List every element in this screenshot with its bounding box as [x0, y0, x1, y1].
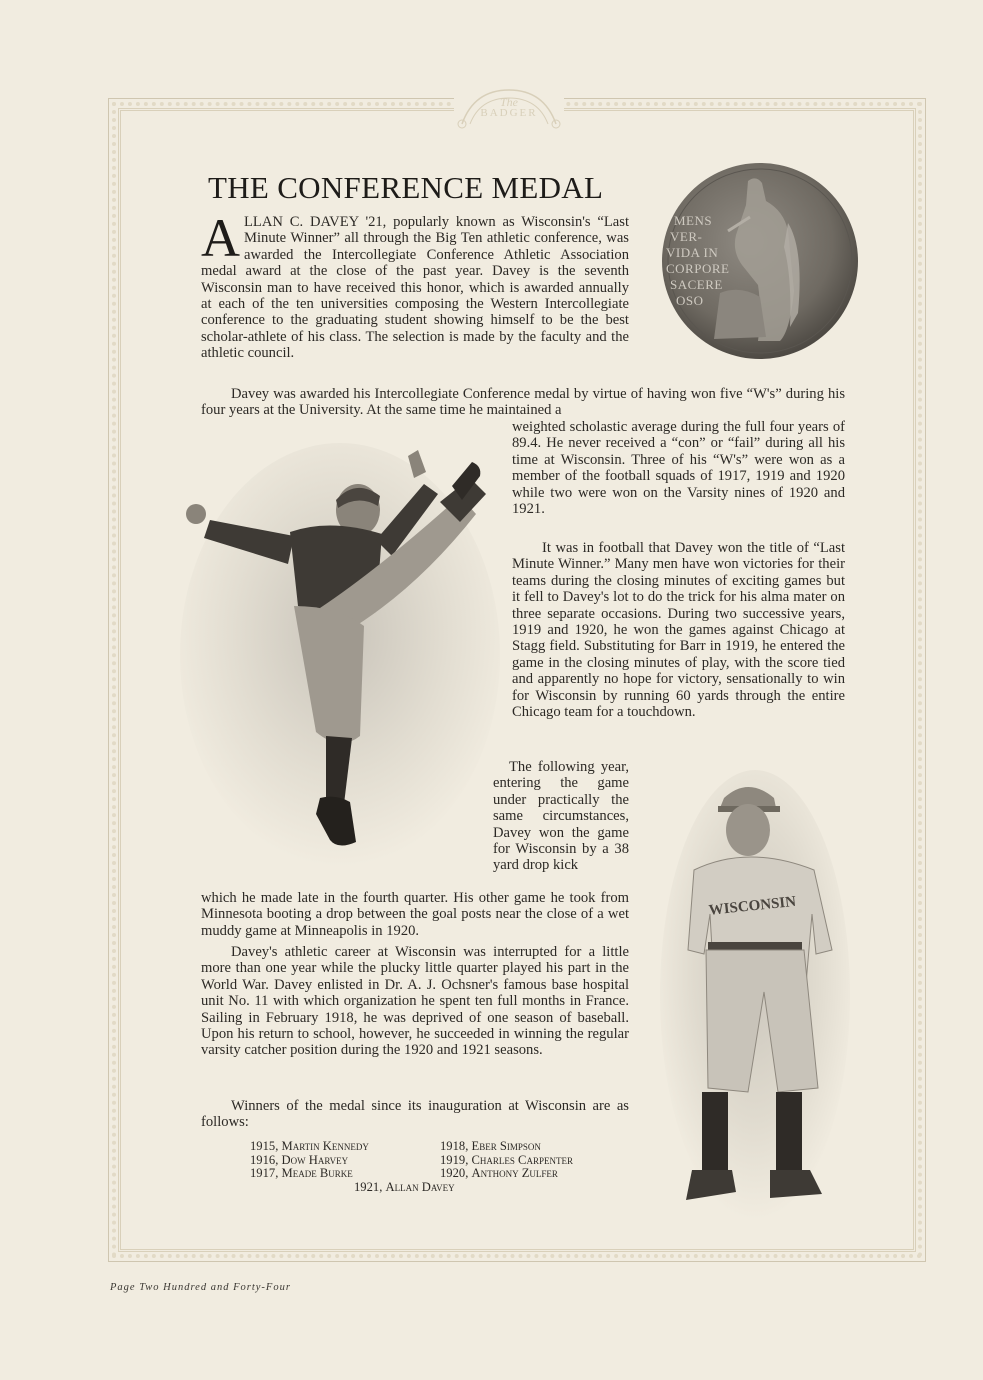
- winner-year: 1917,: [250, 1166, 279, 1181]
- winner-name: Meade Burke: [281, 1166, 353, 1181]
- baseball-player-photo: [660, 770, 850, 1220]
- winner-name: Allan Davey: [385, 1179, 455, 1194]
- medal-inscription-2: VER-: [670, 229, 703, 244]
- winner-entry: [250, 1181, 630, 1195]
- winner-name: Dow Harvey: [281, 1152, 349, 1167]
- logo-the: The: [500, 95, 518, 109]
- drop-cap: A: [201, 208, 240, 268]
- football-player-photo: [170, 440, 500, 870]
- winners-row: [250, 1167, 630, 1181]
- article-title: THE CONFERENCE MEDAL: [208, 170, 604, 205]
- badger-logo: [454, 86, 564, 132]
- paragraph-6: Winners of the medal since its inauguration at Wisconsin are as follows:: [201, 1098, 629, 1131]
- winner-year: 1915,: [250, 1139, 279, 1153]
- winner-entry: [440, 1140, 541, 1154]
- winner-entry: [440, 1167, 558, 1181]
- paragraph-2-lead: Davey was awarded his Intercollegiate Conference medal by virtue of having won five “W's” during his four years at the University. At the same time he maintained a: [201, 386, 845, 419]
- winner-name: Charles Carpenter: [471, 1152, 573, 1167]
- paragraph-4-wide: which he made late in the fourth quarter. His other game he took from Minnesota booting a drop between the goal posts near the close of a wet muddy game at Minneapolis in 1920.: [201, 890, 629, 939]
- paragraph-1-text: LLAN C. DAVEY '21, popularly known as Wisconsin's “Last Minute Winner” all through the Big Ten athletic conference, was awarded the Intercollegiate Conference Athletic Association medal award at the close of the past year. Davey is the seventh Wisconsin man to have received this honor, which is awarded annually at each of the ten universities composing the Western Intercollegiate conference to the graduating student showing himself to be the best scholar-athlete of his class. The selection is made by the faculty and the athletic council.: [201, 214, 629, 362]
- winners-row: [250, 1154, 630, 1168]
- paragraph-1: [201, 208, 629, 362]
- winner-name: Eber Simpson: [471, 1139, 541, 1153]
- winner-name: Anthony Zulfer: [471, 1166, 558, 1181]
- conference-medal-image: [660, 161, 860, 361]
- winner-year: 1918,: [440, 1139, 469, 1153]
- winner-year: 1916,: [250, 1152, 279, 1167]
- medal-inscription-5: SACERE: [670, 277, 723, 292]
- medal-inscription-3: VIDA IN: [666, 245, 719, 260]
- page-number: Page Two Hundred and Forty-Four: [110, 1282, 291, 1293]
- medal-inscription-6: OSO: [676, 293, 704, 308]
- medal-inscription-4: CORPORE: [666, 261, 730, 276]
- winner-year: 1919,: [440, 1152, 469, 1167]
- winner-year: 1921,: [354, 1179, 383, 1194]
- winner-entry: [250, 1167, 440, 1181]
- logo-badger: BADGER: [480, 107, 538, 119]
- winner-year: 1920,: [440, 1166, 469, 1181]
- winner-entry: [250, 1140, 440, 1154]
- jersey-lettering: WISCONSIN: [708, 893, 797, 919]
- medal-inscription-1: MENS: [674, 213, 713, 228]
- winner-name: Martin Kennedy: [281, 1139, 369, 1153]
- winner-entry: [250, 1154, 440, 1168]
- winner-entry: [440, 1154, 573, 1168]
- winners-row: [250, 1140, 630, 1154]
- paragraph-4-narrow: The following year, entering the game under practically the same circumstances, Davey won the game for Wisconsin by a 38 yard drop kick: [493, 759, 629, 874]
- paragraph-5: Davey's athletic career at Wisconsin was interrupted for a little more than one year while the plucky little quarter played his part in the World War. Davey enlisted in Dr. A. J. Ochsner's famous base hospital unit No. 11 with which organization he spent ten full months in France. Sailing in February 1918, he was deprived of one season of baseball. Upon his return to school, however, he succeeded in winning the regular varsity catcher position during the 1920 and 1921 seasons.: [201, 944, 629, 1059]
- paragraph-3: It was in football that Davey won the title of “Last Minute Winner.” Many men have won victories for their teams during the closing minutes of exciting games but it fell to Davey's lot to do the trick for his alma mater on three separate occasions. During two successive years, 1919 and 1920, he won the games against Chicago at Stagg field. Substituting for Barr in 1919, he entered the game in the closing minutes of play, with the score tied and apparently no hope for victory, sensationally to win for Wisconsin by running 60 yards through the entire Chicago team for a touchdown.: [512, 540, 845, 721]
- winners-list: [250, 1140, 630, 1194]
- paragraph-2-rest: weighted scholastic average during the full four years of 89.4. He never received a “con” or “fail” during all his time at Wisconsin. Three of his “W's” were won as a member of the football squads of 1917, 1919 and 1920 while two were won on the Varsity nines of 1920 and 1921.: [512, 419, 845, 518]
